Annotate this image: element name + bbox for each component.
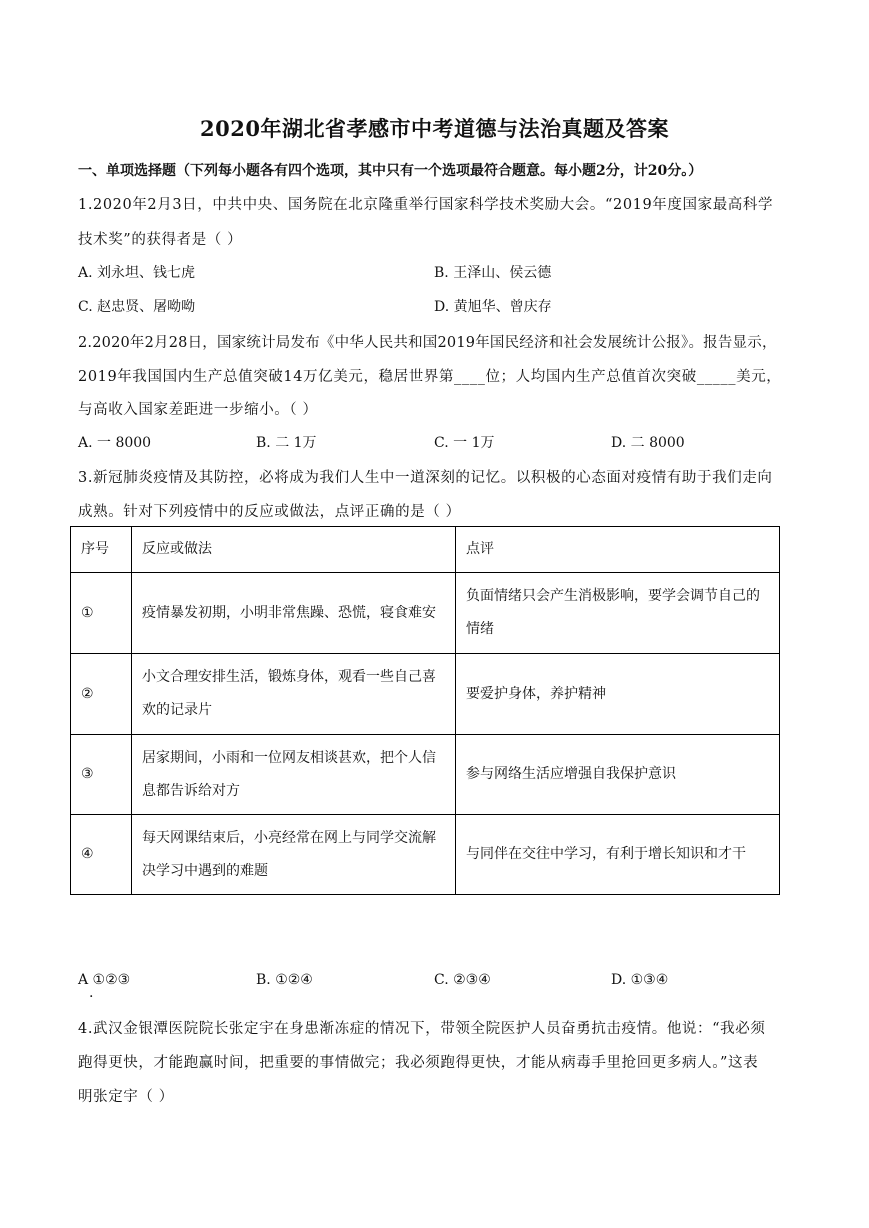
table-cell-number: ②	[71, 654, 132, 735]
question-2-option-b: B. 二 1万	[256, 435, 317, 451]
table-cell-comment: 负面情绪只会产生消极影响，要学会调节自己的情绪	[456, 573, 780, 654]
table-header-row	[71, 527, 780, 573]
table-cell-comment: 参与网络生活应增强自我保护意识	[456, 735, 780, 815]
table-cell-number: ③	[71, 735, 132, 815]
question-3-option-a: A ①②③	[78, 972, 131, 988]
question-1-line-2: 技术奖”的获得者是（ ）	[78, 232, 243, 248]
table-header-cell: 点评	[456, 527, 780, 573]
stray-dot: .	[89, 985, 94, 1001]
table-row	[71, 815, 780, 895]
question-3-option-c: C. ②③④	[434, 972, 491, 988]
question-3-line-1: 3.新冠肺炎疫情及其防控，必将成为我们人生中一道深刻的记忆。以积极的心态面对疫情有助于我们走向	[78, 470, 773, 486]
table-row	[71, 654, 780, 735]
question-1-option-c: C. 赵忠贤、屠呦呦	[78, 299, 196, 315]
table-cell-number: ④	[71, 815, 132, 895]
table-cell-number: ①	[71, 573, 132, 654]
table-cell-comment: 与同伴在交往中学习，有利于增长知识和才干	[456, 815, 780, 895]
table-row	[71, 573, 780, 654]
question-3-option-d: D. ①③④	[611, 972, 669, 988]
question-2-option-d: D. 二 8000	[611, 435, 685, 451]
question-3-option-b: B. ①②④	[256, 972, 313, 988]
table-header-cell: 反应或做法	[132, 527, 456, 573]
page-title: 2020年湖北省孝感市中考道德与法治真题及答案	[200, 116, 669, 141]
question-1-option-b: B. 王泽山、侯云德	[434, 265, 552, 281]
question-2-line-1: 2.2020年2月28日，国家统计局发布《中华人民共和国2019年国民经济和社会发展统计公报》。报告显示，	[78, 335, 777, 351]
question-4-line-3: 明张定宇（ ）	[78, 1089, 174, 1105]
table-cell-action: 居家期间，小雨和一位网友相谈甚欢，把个人信息都告诉给对方	[132, 735, 456, 815]
question-2-line-3: 与高收入国家差距进一步缩小。（ ）	[78, 402, 318, 418]
question-4-line-1: 4.武汉金银潭医院院长张定宇在身患渐冻症的情况下，带领全院医护人员奋勇抗击疫情。他说：“我必须	[78, 1021, 766, 1037]
section-heading: 一、单项选择题（下列每小题各有四个选项，其中只有一个选项最符合题意。每小题2分，计20分。）	[78, 163, 703, 179]
question-2-option-c: C. 一 1万	[434, 435, 495, 451]
table-cell-action: 小文合理安排生活，锻炼身体，观看一些自己喜欢的记录片	[132, 654, 456, 735]
question-2-line-2: 2019年我国国内生产总值突破14万亿美元，稳居世界第____位；人均国内生产总值首次突破_____美元，	[78, 369, 782, 385]
table-cell-action: 每天网课结束后，小亮经常在网上与同学交流解决学习中遇到的难题	[132, 815, 456, 895]
question-2-option-a: A. 一 8000	[78, 435, 152, 451]
question-1-line-1: 1.2020年2月3日，中共中央、国务院在北京隆重举行国家科学技术奖励大会。“2019年度国家最高科学	[78, 197, 774, 213]
question-1-option-d: D. 黄旭华、曾庆存	[434, 299, 552, 315]
question-3-line-2: 成熟。针对下列疫情中的反应或做法，点评正确的是（ ）	[78, 504, 461, 520]
table-cell-action: 疫情暴发初期，小明非常焦躁、恐慌，寝食难安	[132, 573, 456, 654]
question-4-line-2: 跑得更快，才能跑赢时间，把重要的事情做完；我必须跑得更快，才能从病毒手里抢回更多病人。”这表	[78, 1055, 759, 1071]
question-3-table	[70, 526, 780, 895]
question-1-option-a: A. 刘永坦、钱七虎	[78, 265, 196, 281]
table-header-cell: 序号	[71, 527, 132, 573]
table-row	[71, 735, 780, 815]
table-cell-comment: 要爱护身体，养护精神	[456, 654, 780, 735]
